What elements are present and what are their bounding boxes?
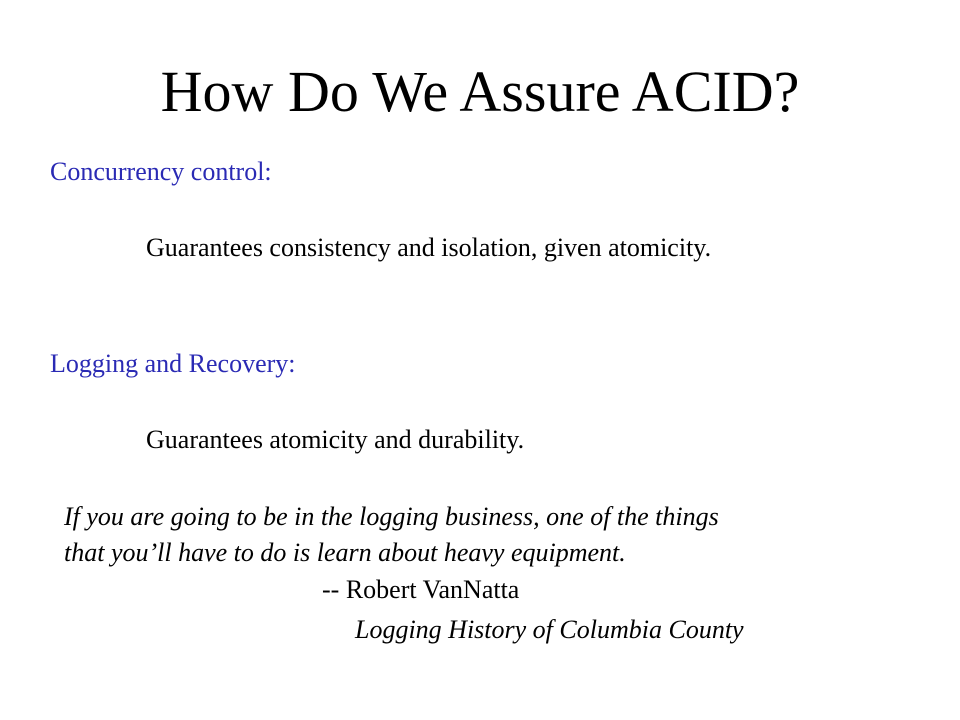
- slide-title: How Do We Assure ACID?: [160, 59, 800, 124]
- quote-attribution: -- Robert VanNatta: [322, 575, 520, 604]
- section-heading-concurrency-control: Concurrency control:: [50, 157, 272, 186]
- quote-line: that you’ll have to do is learn about heavy equipment.: [64, 538, 626, 567]
- quote: [64, 499, 719, 571]
- section-text-concurrency-control: Guarantees consistency and isolation, given atomicity.: [146, 233, 712, 262]
- section-heading-logging-recovery: Logging and Recovery:: [50, 349, 296, 378]
- quote-line: If you are going to be in the logging business, one of the things: [64, 502, 719, 531]
- quote-source: Logging History of Columbia County: [355, 615, 744, 644]
- section-text-logging-recovery: Guarantees atomicity and durability.: [146, 425, 525, 454]
